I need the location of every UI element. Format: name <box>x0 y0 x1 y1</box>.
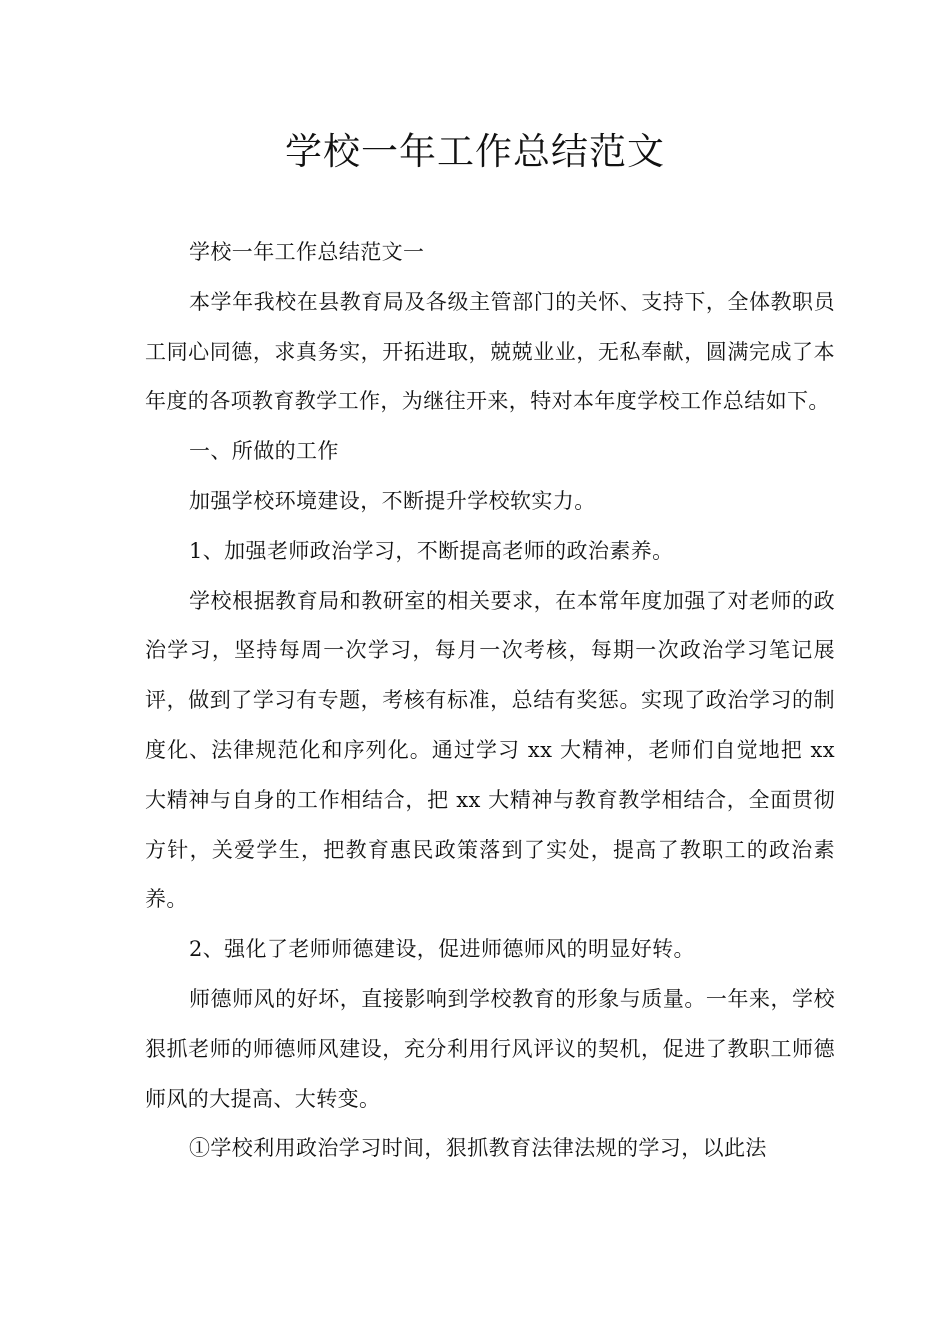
section-heading: 学校一年工作总结范文一 <box>189 240 425 264</box>
document-title: 学校一年工作总结范文 <box>285 130 665 173</box>
section-heading: 一、所做的工作 <box>189 439 339 464</box>
subsection-heading: 1、加强老师政治学习，不断提高老师的政治素养。 <box>189 538 674 563</box>
paragraph: 师德师风的好坏，直接影响到学校教育的形象与质量。一年来，学校狠抓老师的师德师风建设，充分利用行风评议的契机，促进了教职工师德师风的大提高、大转变。 <box>145 986 835 1111</box>
document-body <box>145 228 835 1174</box>
subsection-heading: 2、强化了老师师德建设，促进师德师风的明显好转。 <box>189 937 695 962</box>
paragraph: 学校根据教育局和教研室的相关要求，在本常年度加强了对老师的政治学习，坚持每周一次学习，每月一次考核，每期一次政治学习笔记展评，做到了学习有专题，考核有标准，总结有奖惩。实现了政治学习的制度化、法律规范化和序列化。通过学习 xx 大精神，老师们自觉地把 xx 大精神与自身的工作相结合，把 xx 大精神与教育教学相结合，全面贯彻方针，关爱学生，把教育惠民政策落到了实处，提高了教职工的政治素养。 <box>145 588 835 912</box>
paragraph: ①学校利用政治学习时间，狠抓教育法律法规的学习，以此法 <box>189 1136 767 1161</box>
paragraph-intro: 本学年我校在县教育局及各级主管部门的关怀、支持下，全体教职员工同心同德，求真务实，开拓进取，兢兢业业，无私奉献，圆满完成了本年度的各项教育教学工作，为继往开来，特对本年度学校工作总结如下。 <box>145 289 835 414</box>
paragraph: 加强学校环境建设，不断提升学校软实力。 <box>189 488 596 513</box>
